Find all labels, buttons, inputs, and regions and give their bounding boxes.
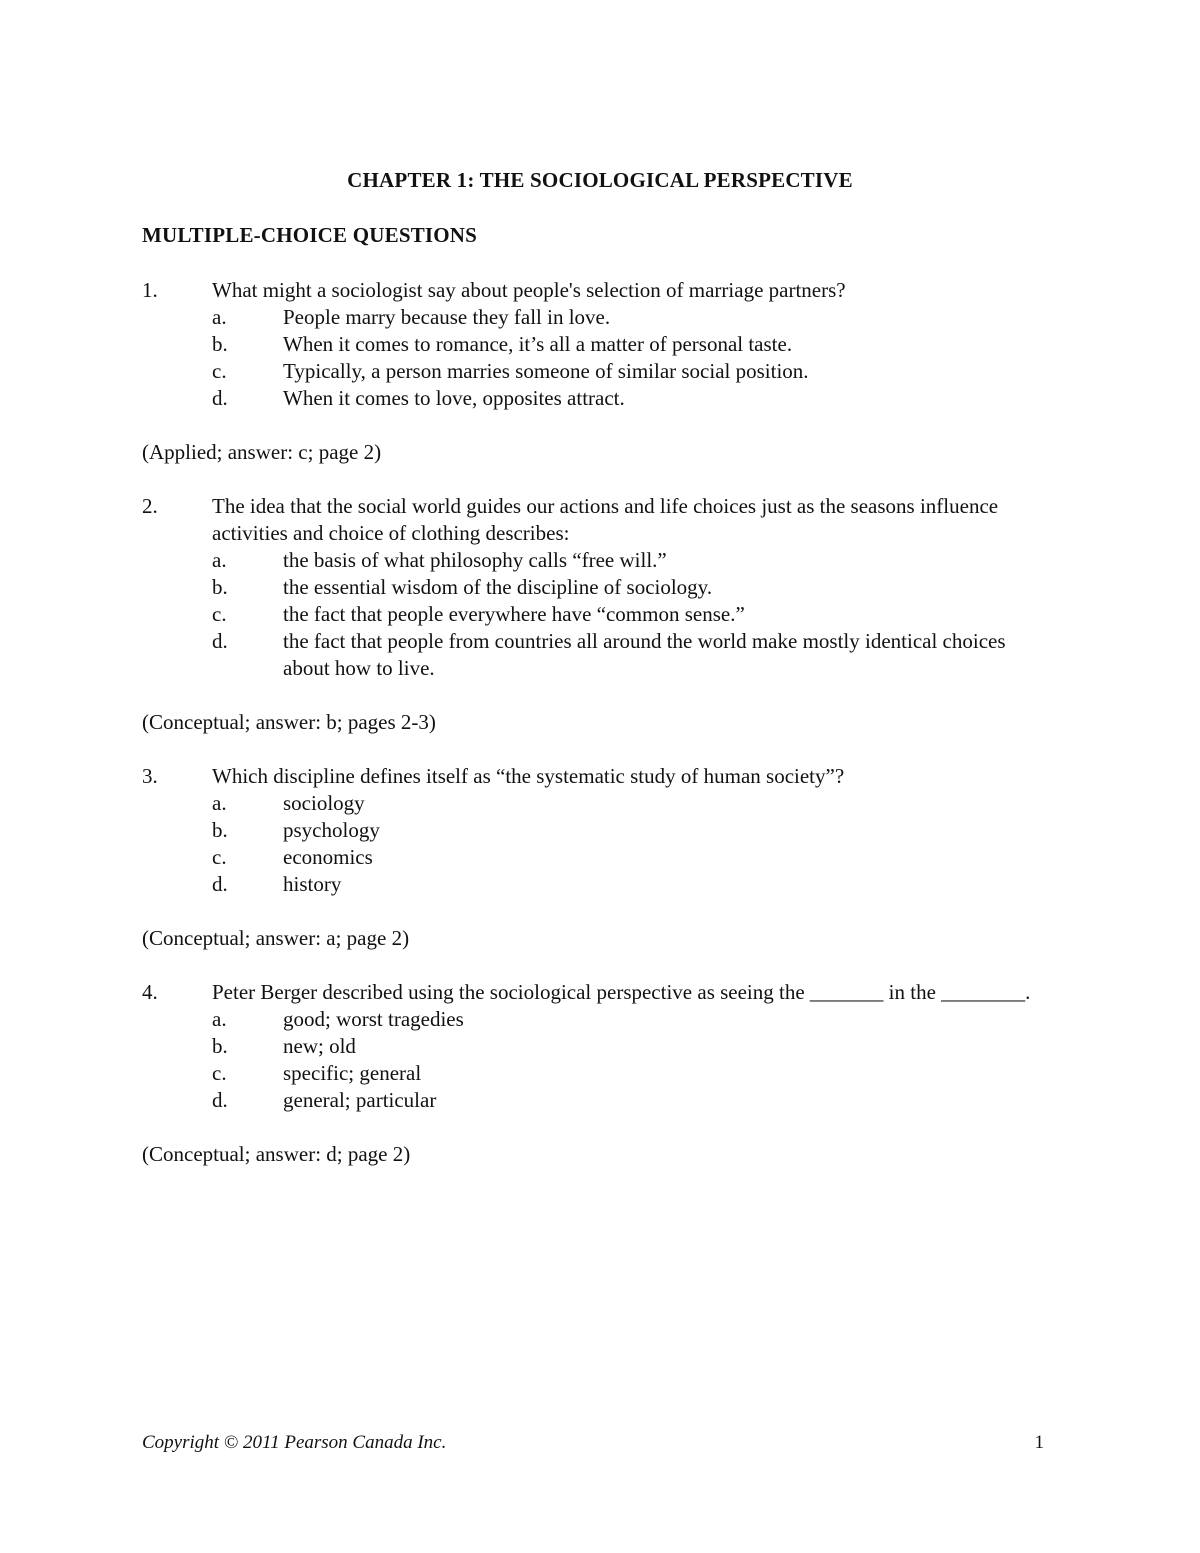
page-number: 1 (1034, 1432, 1044, 1453)
option-letter: b. (212, 575, 228, 599)
question-1 (142, 277, 1042, 466)
option-d (142, 628, 1042, 682)
answer-meta: (Applied; answer: c; page 2) (142, 440, 382, 464)
question-text: Peter Berger described using the sociological perspective as seeing the _______ in the ________. (212, 980, 1031, 1004)
option-a (142, 304, 1042, 331)
option-text: good; worst tragedies (283, 1007, 464, 1031)
option-text: the fact that people from countries all around the world make mostly identical choices about how to live. (283, 629, 1006, 680)
answer-meta: (Conceptual; answer: b; pages 2-3) (142, 710, 436, 734)
option-text: psychology (283, 818, 380, 842)
option-b (142, 817, 1042, 844)
option-c (142, 844, 1042, 871)
option-letter: d. (212, 386, 228, 410)
section-heading: MULTIPLE-CHOICE QUESTIONS (142, 223, 478, 247)
option-letter: b. (212, 332, 228, 356)
option-text: When it comes to love, opposites attract. (283, 386, 625, 410)
option-a (142, 1006, 1042, 1033)
option-text: the basis of what philosophy calls “free will.” (283, 548, 667, 572)
option-a (142, 547, 1042, 574)
option-letter: c. (212, 602, 227, 626)
option-text: the fact that people everywhere have “common sense.” (283, 602, 745, 626)
question-list (142, 277, 1042, 1195)
option-c (142, 358, 1042, 385)
option-letter: d. (212, 629, 228, 653)
question-4 (142, 979, 1042, 1168)
option-d (142, 871, 1042, 898)
footer-copyright: Copyright © 2011 Pearson Canada Inc. (142, 1432, 447, 1453)
option-letter: a. (212, 548, 227, 572)
option-letter: b. (212, 818, 228, 842)
question-3 (142, 763, 1042, 952)
option-text: specific; general (283, 1061, 422, 1085)
option-letter: d. (212, 872, 228, 896)
option-b (142, 1033, 1042, 1060)
option-letter: a. (212, 1007, 227, 1031)
question-text: The idea that the social world guides our actions and life choices just as the seasons influence activities and choice of clothing describes: (212, 494, 999, 545)
question-number: 1. (142, 278, 158, 302)
option-c (142, 601, 1042, 628)
option-a (142, 790, 1042, 817)
option-text: economics (283, 845, 373, 869)
option-text: the essential wisdom of the discipline of sociology. (283, 575, 713, 599)
option-b (142, 331, 1042, 358)
option-letter: a. (212, 305, 227, 329)
question-number: 2. (142, 494, 158, 518)
answer-meta: (Conceptual; answer: a; page 2) (142, 926, 410, 950)
option-letter: b. (212, 1034, 228, 1058)
option-text: sociology (283, 791, 365, 815)
chapter-title: CHAPTER 1: THE SOCIOLOGICAL PERSPECTIVE (347, 168, 853, 192)
option-c (142, 1060, 1042, 1087)
option-b (142, 574, 1042, 601)
question-text: What might a sociologist say about people's selection of marriage partners? (212, 278, 846, 302)
option-text: history (283, 872, 342, 896)
option-text: general; particular (283, 1088, 437, 1112)
option-d (142, 1087, 1042, 1114)
option-letter: c. (212, 359, 227, 383)
option-text: Typically, a person marries someone of similar social position. (283, 359, 809, 383)
option-text: When it comes to romance, it’s all a matter of personal taste. (283, 332, 793, 356)
question-text: Which discipline defines itself as “the systematic study of human society”? (212, 764, 845, 788)
option-letter: a. (212, 791, 227, 815)
question-2 (142, 493, 1042, 736)
question-number: 3. (142, 764, 158, 788)
option-d (142, 385, 1042, 412)
option-letter: d. (212, 1088, 228, 1112)
question-number: 4. (142, 980, 158, 1004)
option-letter: c. (212, 1061, 227, 1085)
option-text: People marry because they fall in love. (283, 305, 611, 329)
option-text: new; old (283, 1034, 356, 1058)
option-letter: c. (212, 845, 227, 869)
answer-meta: (Conceptual; answer: d; page 2) (142, 1142, 411, 1166)
